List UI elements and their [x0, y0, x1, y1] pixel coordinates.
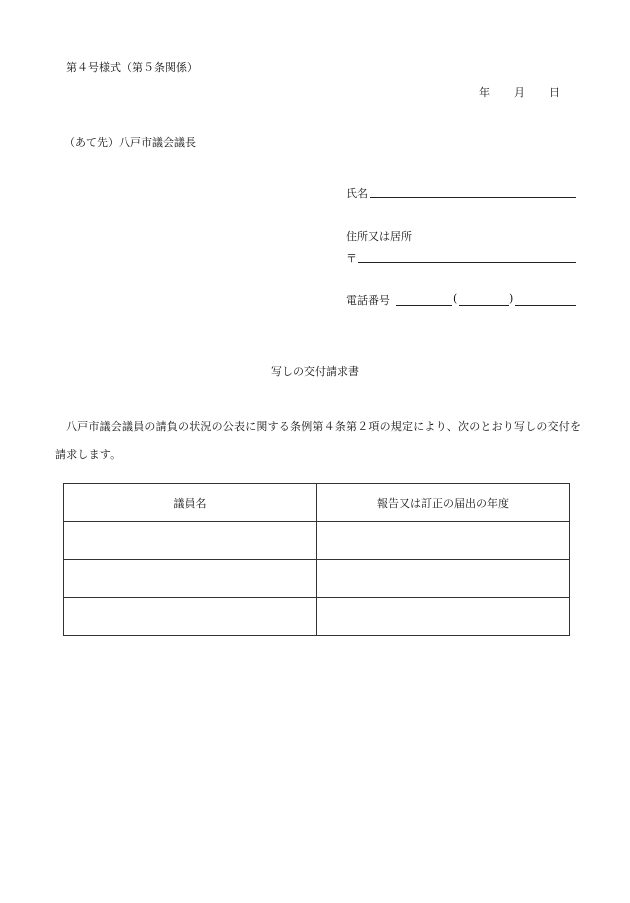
report-year-cell[interactable] — [317, 560, 570, 598]
phone-open-paren: ( — [453, 292, 458, 305]
header-report-year: 報告又は訂正の届出の年度 — [317, 484, 570, 522]
request-table — [63, 483, 570, 636]
table-row — [64, 560, 570, 598]
member-name-cell[interactable] — [64, 522, 317, 560]
member-name-cell[interactable] — [64, 560, 317, 598]
address-field-line[interactable] — [358, 262, 576, 263]
addressee: （あて先）八戸市議会議長 — [64, 136, 196, 149]
month-label: 月 — [514, 86, 525, 99]
phone-label: 電話番号 — [346, 294, 390, 307]
phone-close-paren: ) — [509, 292, 514, 305]
table-row — [64, 522, 570, 560]
phone-exchange-line[interactable] — [459, 305, 509, 306]
postal-mark: 〒 — [346, 252, 357, 265]
phone-number-line[interactable] — [515, 305, 576, 306]
table-header-row — [64, 484, 570, 522]
document-title: 写しの交付請求書 — [271, 365, 359, 378]
report-year-cell[interactable] — [317, 522, 570, 560]
form-number: 第４号様式（第５条関係） — [66, 61, 198, 74]
report-year-cell[interactable] — [317, 598, 570, 636]
date-line — [479, 84, 560, 100]
address-label: 住所又は居所 — [346, 230, 412, 243]
name-field-line[interactable] — [370, 197, 576, 198]
member-name-cell[interactable] — [64, 598, 317, 636]
day-label: 日 — [549, 86, 560, 99]
year-label: 年 — [479, 86, 490, 99]
header-member-name: 議員名 — [64, 484, 317, 522]
name-label: 氏名 — [346, 187, 368, 200]
phone-area-code-line[interactable] — [396, 305, 452, 306]
table-row — [64, 598, 570, 636]
document-body: 八戸市議会議員の請負の状況の公表に関する条例第４条第２項の規定により、次のとおり写しの交付を請求します。 — [55, 420, 582, 461]
